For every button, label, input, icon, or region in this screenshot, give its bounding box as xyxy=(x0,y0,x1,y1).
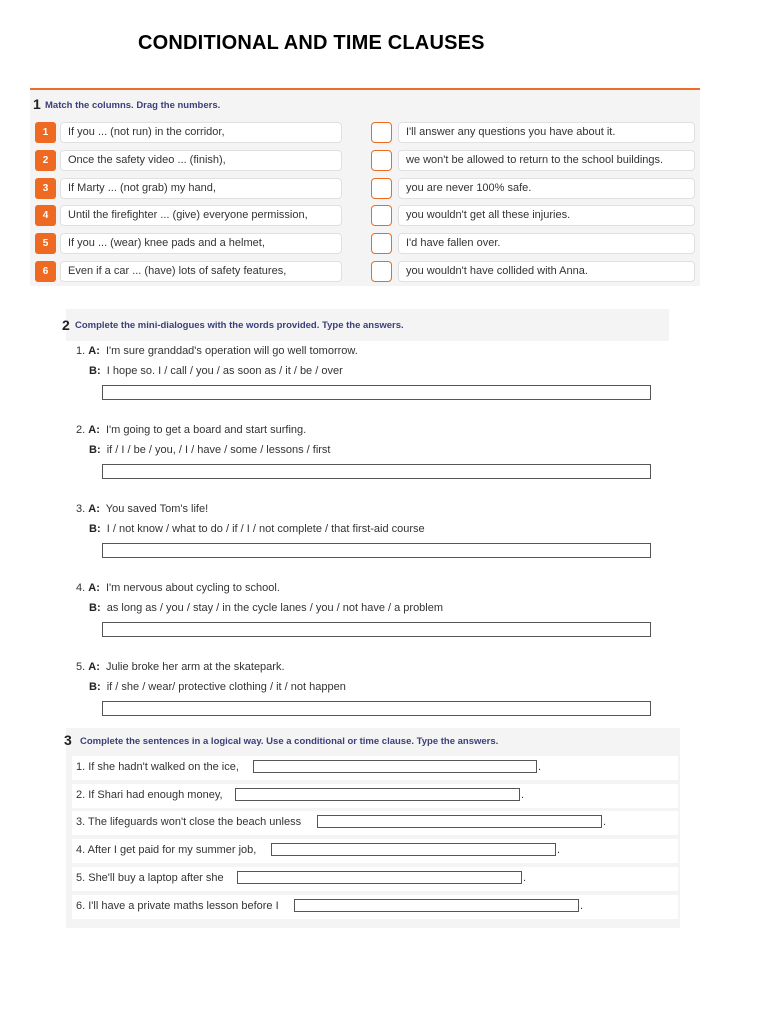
match-row xyxy=(30,233,700,255)
sentence-end: . xyxy=(538,761,542,773)
sentence-end: . xyxy=(523,872,527,884)
match-row xyxy=(30,205,700,227)
dialogue-item xyxy=(76,578,661,653)
match-left-item: If Marty ... (not grab) my hand, xyxy=(60,178,342,199)
section-number: 3 xyxy=(64,732,72,748)
sentence-end: . xyxy=(557,844,561,856)
answer-input[interactable] xyxy=(317,815,602,828)
sentence-row xyxy=(72,839,678,863)
section-instruction: Complete the mini-dialogues with the words provided. Type the answers. xyxy=(75,320,404,331)
match-section xyxy=(30,88,700,286)
speaker-a-line: 5. A: Julie broke her arm at the skatepark. xyxy=(76,661,285,673)
sentence-row xyxy=(72,756,678,780)
section-instruction: Match the columns. Drag the numbers. xyxy=(45,100,221,111)
speaker-b-line: B: as long as / you / stay / in the cycle lanes / you / not have / a problem xyxy=(89,602,444,614)
sentence-prompt: 2. If Shari had enough money, xyxy=(76,789,223,801)
match-left-item: Until the firefighter ... (give) everyone permission, xyxy=(60,205,342,226)
sentence-end: . xyxy=(603,816,607,828)
drag-number-badge[interactable]: 1 xyxy=(35,122,56,143)
answer-input[interactable] xyxy=(102,701,651,716)
answer-input[interactable] xyxy=(237,871,522,884)
drag-number-badge[interactable]: 5 xyxy=(35,233,56,254)
answer-input[interactable] xyxy=(102,543,651,558)
speaker-a-line: 1. A: I'm sure granddad's operation will go well tomorrow. xyxy=(76,345,358,357)
drag-number-badge[interactable]: 4 xyxy=(35,205,56,226)
answer-input[interactable] xyxy=(271,843,556,856)
match-left-item: If you ... (not run) in the corridor, xyxy=(60,122,342,143)
match-left-item: If you ... (wear) knee pads and a helmet, xyxy=(60,233,342,254)
match-right-item: you wouldn't get all these injuries. xyxy=(398,205,695,226)
dialogue-list xyxy=(66,341,669,722)
dialogue-item xyxy=(76,657,661,732)
section-number: 1 xyxy=(33,96,41,112)
section-divider xyxy=(30,88,700,90)
section-number: 2 xyxy=(62,317,70,333)
sentence-prompt: 5. She'll buy a laptop after she xyxy=(76,872,224,884)
drop-slot[interactable] xyxy=(371,205,392,226)
match-left-item: Even if a car ... (have) lots of safety features, xyxy=(60,261,342,282)
match-row xyxy=(30,178,700,200)
answer-input[interactable] xyxy=(253,760,537,773)
match-right-item: you are never 100% safe. xyxy=(398,178,695,199)
answer-input[interactable] xyxy=(235,788,520,801)
speaker-b-line: B: if / I / be / you, / I / have / some / lessons / first xyxy=(89,444,331,456)
sentence-prompt: 4. After I get paid for my summer job, xyxy=(76,844,257,856)
dialogue-item xyxy=(76,499,661,574)
page-title: CONDITIONAL AND TIME CLAUSES xyxy=(138,32,485,54)
sentence-end: . xyxy=(580,900,584,912)
answer-input[interactable] xyxy=(102,385,651,400)
match-right-item: you wouldn't have collided with Anna. xyxy=(398,261,695,282)
section-instruction: Complete the sentences in a logical way. Use a conditional or time clause. Type the answers. xyxy=(80,736,499,747)
sentence-section xyxy=(66,728,680,928)
answer-input[interactable] xyxy=(102,622,651,637)
drop-slot[interactable] xyxy=(371,150,392,171)
match-right-item: I'd have fallen over. xyxy=(398,233,695,254)
drop-slot[interactable] xyxy=(371,261,392,282)
speaker-b-line: B: if / she / wear/ protective clothing / it / not happen xyxy=(89,681,346,693)
sentence-end: . xyxy=(521,789,525,801)
speaker-a-line: 3. A: You saved Tom's life! xyxy=(76,503,209,515)
speaker-b-line: B: I hope so. I / call / you / as soon as / it / be / over xyxy=(89,365,343,377)
match-row xyxy=(30,261,700,283)
sentence-prompt: 6. I'll have a private maths lesson before I xyxy=(76,900,279,912)
sentence-prompt: 1. If she hadn't walked on the ice, xyxy=(76,761,239,773)
answer-input[interactable] xyxy=(102,464,651,479)
speaker-b-line: B: I / not know / what to do / if / I / not complete / that first-aid course xyxy=(89,523,425,535)
match-right-item: we won't be allowed to return to the school buildings. xyxy=(398,150,695,171)
match-row xyxy=(30,122,700,144)
sentence-prompt: 3. The lifeguards won't close the beach unless xyxy=(76,816,302,828)
match-row xyxy=(30,150,700,172)
dialogue-item xyxy=(76,420,661,495)
speaker-a-line: 4. A: I'm nervous about cycling to school. xyxy=(76,582,280,594)
answer-input[interactable] xyxy=(294,899,579,912)
drop-slot[interactable] xyxy=(371,178,392,199)
dialogue-item xyxy=(76,341,661,416)
drag-number-badge[interactable]: 6 xyxy=(35,261,56,282)
sentence-row xyxy=(72,867,678,891)
drop-slot[interactable] xyxy=(371,122,392,143)
dialogue-section xyxy=(62,309,669,722)
drag-number-badge[interactable]: 2 xyxy=(35,150,56,171)
drop-slot[interactable] xyxy=(371,233,392,254)
drag-number-badge[interactable]: 3 xyxy=(35,178,56,199)
sentence-row xyxy=(72,811,678,835)
section-header xyxy=(62,309,669,339)
speaker-a-line: 2. A: I'm going to get a board and start surfing. xyxy=(76,424,307,436)
match-left-item: Once the safety video ... (finish), xyxy=(60,150,342,171)
sentence-row xyxy=(72,784,678,808)
sentence-row xyxy=(72,895,678,919)
match-right-item: I'll answer any questions you have about it. xyxy=(398,122,695,143)
